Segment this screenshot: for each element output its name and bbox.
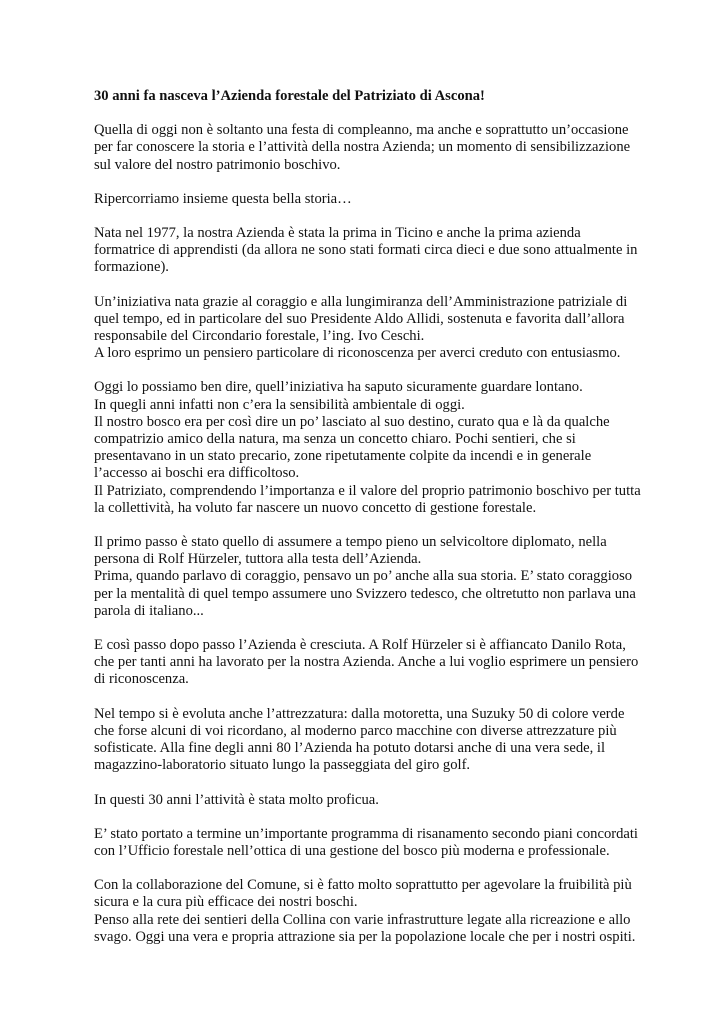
text-line: Quella di oggi non è soltanto una festa di compleanno, ma anche e soprattutto un’occasione: [94, 122, 629, 139]
document-page: [94, 88, 654, 963]
text-line: A loro esprimo un pensiero particolare di riconoscenza per averci creduto con entusiasmo.: [94, 345, 621, 362]
text-line: Ripercorriamo insieme questa bella storia…: [94, 190, 352, 207]
text-line: con l’Ufficio forestale nell’ottica di una gestione del bosco più moderna e professionale.: [94, 842, 610, 859]
text-line: quel tempo, ed in particolare del suo Presidente Aldo Allidi, sostenuta e favorita dall’allora: [94, 310, 625, 327]
text-line: E’ stato portato a termine un’importante programma di risanamento secondo piani concordati: [94, 825, 638, 842]
paragraph: [94, 225, 654, 277]
text-line: Il Patriziato, comprendendo l’importanza e il valore del proprio patrimonio boschivo per tutta: [94, 482, 641, 499]
text-line: svago. Oggi una vera e propria attrazione sia per la popolazione locale che per i nostri ospiti.: [94, 928, 636, 945]
paragraph: [94, 191, 654, 208]
paragraph: [94, 122, 654, 174]
text-line: E così passo dopo passo l’Azienda è cresciuta. A Rolf Hürzeler si è affiancato Danilo Rota,: [94, 637, 626, 654]
paragraph: [94, 294, 654, 363]
text-line: che forse alcuni di voi ricordano, al moderno parco macchine con diverse attrezzature più: [94, 722, 617, 739]
text-line: la collettività, ha voluto far nascere un nuovo concetto di gestione forestale.: [94, 499, 537, 516]
text-line: formatrice di apprendisti (da allora ne sono stati formati circa dieci e due sono attualmente in: [94, 242, 638, 259]
document-title: 30 anni fa nasceva l’Azienda forestale del Patriziato di Ascona!: [94, 88, 485, 104]
text-line: presentavano in un stato precario, zone ripetutamente colpite da incendi e in generale: [94, 448, 592, 465]
paragraph: [94, 637, 654, 689]
text-line: Oggi lo possiamo ben dire, quell’iniziativa ha saputo sicuramente guardare lontano.: [94, 379, 583, 396]
paragraph: [94, 379, 654, 517]
paragraph: [94, 534, 654, 620]
text-line: persona di Rolf Hürzeler, tuttora alla testa dell’Azienda.: [94, 551, 422, 568]
text-line: per la mentalità di quel tempo assumere uno Svizzero tedesco, che oltretutto non parlava una: [94, 585, 636, 602]
text-line: sicura e la cura più efficace dei nostri boschi.: [94, 894, 358, 911]
text-line: sofisticate. Alla fine degli anni 80 l’Azienda ha potuto dotarsi anche di una vera sede, il: [94, 740, 606, 757]
text-line: Nel tempo si è evoluta anche l’attrezzatura: dalla motoretta, una Suzuky 50 di colore verde: [94, 705, 625, 722]
text-line: di riconoscenza.: [94, 671, 189, 688]
text-line: In quegli anni infatti non c’era la sensibilità ambientale di oggi.: [94, 396, 465, 413]
text-line: Prima, quando parlavo di coraggio, pensavo un po’ anche alla sua storia. E’ stato coraggioso: [94, 568, 633, 585]
paragraph: [94, 877, 654, 946]
document-body: [94, 122, 654, 946]
paragraph: [94, 706, 654, 775]
text-line: responsabile del Circondario forestale, l’ing. Ivo Ceschi.: [94, 328, 425, 345]
text-line: In questi 30 anni l’attività è stata molto proficua.: [94, 791, 379, 808]
text-line: magazzino-laboratorio situato lungo la passeggiata del giro golf.: [94, 757, 471, 774]
paragraph: [94, 826, 654, 860]
text-line: compatrizio amico della natura, ma senza un concetto chiaro. Pochi sentieri, che si: [94, 431, 576, 448]
text-line: che per tanti anni ha lavorato per la nostra Azienda. Anche a lui voglio esprimere un pensiero: [94, 654, 639, 671]
text-line: Con la collaborazione del Comune, si è fatto molto soprattutto per agevolare la fruibilità più: [94, 877, 632, 894]
paragraph: [94, 792, 654, 809]
text-line: parola di italiano...: [94, 602, 204, 619]
text-line: sul valore del nostro patrimonio boschivo.: [94, 156, 341, 173]
text-line: l’accesso ai boschi era difficoltoso.: [94, 465, 300, 482]
text-line: Il primo passo è stato quello di assumere a tempo pieno un selvicoltore diplomato, nella: [94, 534, 607, 551]
text-line: Penso alla rete dei sentieri della Collina con varie infrastrutture legate alla ricreazione e allo: [94, 911, 631, 928]
text-line: Un’iniziativa nata grazie al coraggio e alla lungimiranza dell’Amministrazione patriziale di: [94, 293, 628, 310]
text-line: formazione).: [94, 259, 169, 276]
text-line: Nata nel 1977, la nostra Azienda è stata la prima in Ticino e anche la prima azienda: [94, 225, 581, 242]
text-line: Il nostro bosco era per così dire un po’ lasciato al suo destino, curato qua e là da qualche: [94, 413, 610, 430]
text-line: per far conoscere la storia e l’attività della nostra Azienda; un momento di sensibilizzazione: [94, 139, 631, 156]
